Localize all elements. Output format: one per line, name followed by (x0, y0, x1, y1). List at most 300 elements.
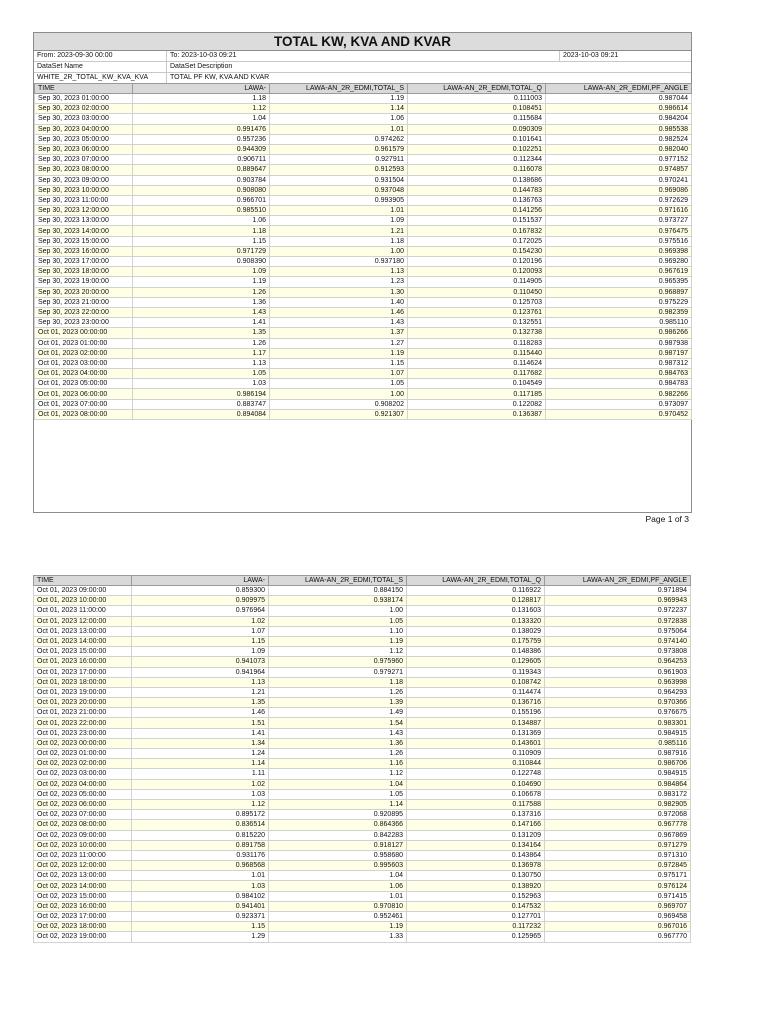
cell-total-q: 0.152963 (407, 891, 545, 901)
cell-total-s: 1.27 (270, 338, 408, 348)
cell-total-q: 0.115684 (408, 114, 546, 124)
cell-time: Sep 30, 2023 23:00:00 (35, 318, 133, 328)
table-row (35, 165, 692, 175)
cell-kw: 1.26 (133, 338, 270, 348)
cell-pf-angle: 0.972629 (546, 195, 692, 205)
cell-total-q: 0.123761 (408, 307, 546, 317)
cell-time: Sep 30, 2023 06:00:00 (35, 144, 133, 154)
table-row (34, 657, 691, 667)
cell-total-s: 1.06 (270, 114, 408, 124)
cell-time: Oct 02, 2023 13:00:00 (34, 871, 132, 881)
cell-kw: 1.03 (132, 789, 269, 799)
cell-kw: 0.957236 (133, 134, 270, 144)
cell-kw: 1.02 (132, 779, 269, 789)
cell-kw: 0.971729 (133, 246, 270, 256)
table-row (34, 718, 691, 728)
cell-time: Oct 01, 2023 17:00:00 (34, 667, 132, 677)
cell-total-q: 0.131209 (407, 830, 545, 840)
cell-total-q: 0.114474 (407, 687, 545, 697)
cell-kw: 1.36 (133, 297, 270, 307)
cell-total-q: 0.131603 (407, 606, 545, 616)
cell-kw: 0.931176 (132, 850, 269, 860)
cell-total-q: 0.148386 (407, 647, 545, 657)
cell-total-q: 0.110909 (407, 749, 545, 759)
table-row (35, 185, 692, 195)
cell-kw: 1.24 (132, 749, 269, 759)
cell-kw: 1.26 (133, 287, 270, 297)
cell-total-s: 0.993905 (270, 195, 408, 205)
table-row (35, 318, 692, 328)
cell-kw: 1.05 (133, 369, 270, 379)
cell-total-s: 1.07 (270, 369, 408, 379)
cell-time: Sep 30, 2023 02:00:00 (35, 104, 133, 114)
cell-time: Sep 30, 2023 22:00:00 (35, 307, 133, 317)
col-header-total-s: LAWA-AN_2R_EDMI,TOTAL_S (269, 576, 407, 586)
cell-total-s: 1.18 (270, 236, 408, 246)
cell-kw: 1.12 (132, 799, 269, 809)
table-row (34, 586, 691, 596)
cell-time: Sep 30, 2023 03:00:00 (35, 114, 133, 124)
cell-total-s: 0.961579 (270, 144, 408, 154)
cell-total-q: 0.133320 (407, 616, 545, 626)
table-row (35, 409, 692, 419)
cell-total-s: 1.01 (270, 206, 408, 216)
cell-time: Oct 01, 2023 08:00:00 (35, 409, 133, 419)
cell-kw: 0.903784 (133, 175, 270, 185)
cell-pf-angle: 0.977152 (546, 155, 692, 165)
cell-time: Oct 01, 2023 01:00:00 (35, 338, 133, 348)
cell-pf-angle: 0.986266 (546, 328, 692, 338)
report-title: TOTAL KW, KVA AND KVAR (34, 33, 691, 51)
cell-pf-angle: 0.975171 (545, 871, 691, 881)
cell-total-s: 1.00 (269, 606, 407, 616)
dataset-labels-row (34, 62, 691, 73)
table-row (35, 358, 692, 368)
cell-kw: 1.03 (133, 379, 270, 389)
cell-total-q: 0.144783 (408, 185, 546, 195)
cell-time: Oct 02, 2023 01:00:00 (34, 749, 132, 759)
cell-kw: 1.29 (132, 932, 269, 942)
table-row (34, 698, 691, 708)
cell-pf-angle: 0.974140 (545, 636, 691, 646)
cell-total-q: 0.136387 (408, 409, 546, 419)
cell-total-s: 1.54 (269, 718, 407, 728)
table-row (34, 840, 691, 850)
cell-total-q: 0.167832 (408, 226, 546, 236)
cell-total-s: 1.10 (269, 626, 407, 636)
table-row (34, 667, 691, 677)
col-header-time: TIME (34, 576, 132, 586)
table-row (34, 820, 691, 830)
table-row (34, 749, 691, 759)
cell-pf-angle: 0.982266 (546, 389, 692, 399)
cell-pf-angle: 0.972068 (545, 810, 691, 820)
cell-pf-angle: 0.969458 (545, 912, 691, 922)
cell-total-q: 0.147532 (407, 901, 545, 911)
cell-total-q: 0.175759 (407, 636, 545, 646)
generated-date: 2023-10-03 09:21 (563, 52, 619, 59)
cell-time: Sep 30, 2023 07:00:00 (35, 155, 133, 165)
cell-kw: 1.19 (133, 277, 270, 287)
cell-total-s: 1.37 (270, 328, 408, 338)
cell-pf-angle: 0.967619 (546, 267, 692, 277)
cell-kw: 0.944309 (133, 144, 270, 154)
table-row (34, 606, 691, 616)
table-header-row (35, 84, 692, 94)
table-row (35, 124, 692, 134)
table-row (35, 104, 692, 114)
cell-time: Sep 30, 2023 13:00:00 (35, 216, 133, 226)
table-row (35, 307, 692, 317)
cell-total-s: 1.43 (270, 318, 408, 328)
cell-total-s: 0.979271 (269, 667, 407, 677)
cell-total-s: 1.15 (270, 358, 408, 368)
cell-time: Oct 02, 2023 09:00:00 (34, 830, 132, 840)
dataset-desc-label: DataSet Description (170, 63, 233, 70)
cell-time: Sep 30, 2023 05:00:00 (35, 134, 133, 144)
table-row (35, 144, 692, 154)
cell-total-q: 0.138029 (407, 626, 545, 636)
cell-pf-angle: 0.973727 (546, 216, 692, 226)
cell-time: Oct 01, 2023 05:00:00 (35, 379, 133, 389)
cell-kw: 0.883747 (133, 399, 270, 409)
cell-pf-angle: 0.971415 (545, 891, 691, 901)
cell-kw: 1.18 (133, 94, 270, 104)
table-row (34, 647, 691, 657)
table-row (35, 236, 692, 246)
cell-total-s: 0.864366 (269, 820, 407, 830)
cell-total-s: 1.46 (270, 307, 408, 317)
cell-kw: 1.13 (133, 358, 270, 368)
cell-total-q: 0.131369 (407, 728, 545, 738)
cell-total-s: 1.40 (270, 297, 408, 307)
col-header-pf-angle: LAWA-AN_2R_EDMI,PF_ANGLE (545, 576, 691, 586)
cell-total-s: 1.05 (270, 379, 408, 389)
cell-pf-angle: 0.961903 (545, 667, 691, 677)
cell-time: Oct 02, 2023 03:00:00 (34, 769, 132, 779)
cell-total-s: 1.04 (269, 871, 407, 881)
cell-time: Oct 01, 2023 06:00:00 (35, 389, 133, 399)
cell-total-q: 0.111003 (408, 94, 546, 104)
cell-pf-angle: 0.971310 (545, 850, 691, 860)
table-row (35, 134, 692, 144)
cell-total-q: 0.130750 (407, 871, 545, 881)
cell-total-s: 1.49 (269, 708, 407, 718)
table-row (34, 922, 691, 932)
cell-total-q: 0.118283 (408, 338, 546, 348)
data-table-page-1 (34, 83, 692, 420)
cell-time: Oct 02, 2023 19:00:00 (34, 932, 132, 942)
cell-total-q: 0.116922 (407, 586, 545, 596)
cell-kw: 1.18 (133, 226, 270, 236)
cell-pf-angle: 0.987916 (545, 749, 691, 759)
cell-pf-angle: 0.967016 (545, 922, 691, 932)
cell-total-s: 0.912593 (270, 165, 408, 175)
table-row (34, 901, 691, 911)
col-header-total-s: LAWA-AN_2R_EDMI,TOTAL_S (270, 84, 408, 94)
cell-pf-angle: 0.985110 (546, 318, 692, 328)
data-table-page-2 (33, 575, 691, 943)
cell-total-q: 0.104549 (408, 379, 546, 389)
cell-pf-angle: 0.969280 (546, 257, 692, 267)
table-row (34, 677, 691, 687)
cell-pf-angle: 0.987044 (546, 94, 692, 104)
cell-kw: 1.11 (132, 769, 269, 779)
table-row (34, 799, 691, 809)
table-row (34, 708, 691, 718)
cell-kw: 1.14 (132, 759, 269, 769)
cell-kw: 0.941401 (132, 901, 269, 911)
cell-total-s: 0.938174 (269, 596, 407, 606)
cell-time: Oct 02, 2023 12:00:00 (34, 861, 132, 871)
cell-total-s: 1.13 (270, 267, 408, 277)
cell-total-q: 0.141256 (408, 206, 546, 216)
cell-total-s: 0.995603 (269, 861, 407, 871)
cell-total-s: 1.39 (269, 698, 407, 708)
cell-total-s: 1.19 (270, 348, 408, 358)
cell-time: Sep 30, 2023 04:00:00 (35, 124, 133, 134)
cell-time: Sep 30, 2023 19:00:00 (35, 277, 133, 287)
page-number: Page 1 of 3 (645, 514, 689, 524)
table-row (35, 216, 692, 226)
cell-kw: 1.41 (133, 318, 270, 328)
cell-pf-angle: 0.984864 (545, 779, 691, 789)
cell-kw: 0.941073 (132, 657, 269, 667)
cell-time: Oct 01, 2023 18:00:00 (34, 677, 132, 687)
cell-total-s: 1.19 (269, 922, 407, 932)
table-row (35, 267, 692, 277)
cell-time: Oct 02, 2023 15:00:00 (34, 891, 132, 901)
cell-pf-angle: 0.972845 (545, 861, 691, 871)
cell-kw: 0.891758 (132, 840, 269, 850)
cell-total-q: 0.116078 (408, 165, 546, 175)
cell-total-q: 0.147166 (407, 820, 545, 830)
table-row (35, 338, 692, 348)
cell-total-q: 0.104690 (407, 779, 545, 789)
cell-total-s: 1.12 (269, 647, 407, 657)
cell-total-s: 1.23 (270, 277, 408, 287)
cell-kw: 1.41 (132, 728, 269, 738)
cell-total-q: 0.138920 (407, 881, 545, 891)
table-row (34, 850, 691, 860)
table-row (35, 389, 692, 399)
dataset-name-value: WHITE_2R_TOTAL_KW_KVA_KVA (34, 73, 167, 83)
cell-total-s: 1.14 (269, 799, 407, 809)
cell-pf-angle: 0.969707 (545, 901, 691, 911)
cell-pf-angle: 0.982905 (545, 799, 691, 809)
table-row (34, 636, 691, 646)
cell-kw: 1.43 (133, 307, 270, 317)
cell-kw: 0.815220 (132, 830, 269, 840)
table-row (34, 871, 691, 881)
cell-time: Sep 30, 2023 20:00:00 (35, 287, 133, 297)
cell-total-q: 0.136716 (407, 698, 545, 708)
table-row (35, 246, 692, 256)
cell-total-q: 0.155196 (407, 708, 545, 718)
cell-total-s: 0.884150 (269, 586, 407, 596)
table-row (35, 94, 692, 104)
cell-time: Oct 01, 2023 21:00:00 (34, 708, 132, 718)
cell-pf-angle: 0.967778 (545, 820, 691, 830)
cell-kw: 1.15 (132, 922, 269, 932)
cell-pf-angle: 0.984783 (546, 379, 692, 389)
cell-time: Sep 30, 2023 10:00:00 (35, 185, 133, 195)
table-row (35, 257, 692, 267)
cell-pf-angle: 0.967869 (545, 830, 691, 840)
cell-pf-angle: 0.972237 (545, 606, 691, 616)
cell-total-q: 0.120093 (408, 267, 546, 277)
cell-kw: 0.836514 (132, 820, 269, 830)
cell-pf-angle: 0.987938 (546, 338, 692, 348)
cell-total-q: 0.129605 (407, 657, 545, 667)
cell-total-s: 1.01 (269, 891, 407, 901)
cell-total-q: 0.117185 (408, 389, 546, 399)
cell-total-s: 1.01 (270, 124, 408, 134)
cell-pf-angle: 0.975516 (546, 236, 692, 246)
cell-time: Oct 02, 2023 17:00:00 (34, 912, 132, 922)
cell-total-s: 0.920895 (269, 810, 407, 820)
cell-time: Oct 01, 2023 02:00:00 (35, 348, 133, 358)
cell-total-q: 0.125703 (408, 297, 546, 307)
cell-total-q: 0.117682 (408, 369, 546, 379)
cell-time: Oct 01, 2023 15:00:00 (34, 647, 132, 657)
cell-pf-angle: 0.971279 (545, 840, 691, 850)
cell-total-s: 1.06 (269, 881, 407, 891)
table-row (35, 226, 692, 236)
cell-total-q: 0.134887 (407, 718, 545, 728)
cell-total-s: 1.19 (270, 94, 408, 104)
cell-kw: 1.34 (132, 738, 269, 748)
cell-kw: 1.04 (133, 114, 270, 124)
table-row (35, 206, 692, 216)
cell-time: Oct 01, 2023 22:00:00 (34, 718, 132, 728)
cell-total-s: 0.958680 (269, 850, 407, 860)
cell-total-q: 0.136978 (407, 861, 545, 871)
cell-kw: 1.46 (132, 708, 269, 718)
cell-pf-angle: 0.983301 (545, 718, 691, 728)
cell-pf-angle: 0.987312 (546, 358, 692, 368)
cell-total-q: 0.137316 (407, 810, 545, 820)
cell-pf-angle: 0.969943 (545, 596, 691, 606)
cell-pf-angle: 0.970366 (545, 698, 691, 708)
table-row (34, 891, 691, 901)
report-page-2 (33, 575, 690, 943)
cell-kw: 0.986194 (133, 389, 270, 399)
cell-time: Sep 30, 2023 14:00:00 (35, 226, 133, 236)
table-header-row (34, 576, 691, 586)
table-row (34, 932, 691, 942)
cell-time: Oct 01, 2023 07:00:00 (35, 399, 133, 409)
cell-time: Oct 02, 2023 11:00:00 (34, 850, 132, 860)
cell-total-s: 1.16 (269, 759, 407, 769)
cell-kw: 1.17 (133, 348, 270, 358)
table-row (34, 769, 691, 779)
table-row (35, 155, 692, 165)
table-row (35, 277, 692, 287)
cell-pf-angle: 0.976475 (546, 226, 692, 236)
cell-time: Sep 30, 2023 15:00:00 (35, 236, 133, 246)
table-row (35, 195, 692, 205)
cell-pf-angle: 0.963998 (545, 677, 691, 687)
table-row (35, 348, 692, 358)
cell-pf-angle: 0.984915 (545, 769, 691, 779)
table-row (34, 881, 691, 891)
cell-time: Oct 01, 2023 11:00:00 (34, 606, 132, 616)
cell-time: Oct 02, 2023 06:00:00 (34, 799, 132, 809)
cell-total-q: 0.172025 (408, 236, 546, 246)
cell-pf-angle: 0.973808 (545, 647, 691, 657)
cell-kw: 0.984102 (132, 891, 269, 901)
cell-total-q: 0.102251 (408, 144, 546, 154)
table-row (34, 626, 691, 636)
cell-total-q: 0.117232 (407, 922, 545, 932)
cell-time: Oct 01, 2023 16:00:00 (34, 657, 132, 667)
cell-time: Oct 02, 2023 18:00:00 (34, 922, 132, 932)
cell-total-q: 0.132738 (408, 328, 546, 338)
cell-total-s: 0.931504 (270, 175, 408, 185)
cell-kw: 1.07 (132, 626, 269, 636)
cell-time: Sep 30, 2023 21:00:00 (35, 297, 133, 307)
cell-total-s: 1.12 (269, 769, 407, 779)
cell-total-s: 1.18 (269, 677, 407, 687)
cell-total-q: 0.143601 (407, 738, 545, 748)
cell-pf-angle: 0.976675 (545, 708, 691, 718)
cell-total-q: 0.115440 (408, 348, 546, 358)
col-header-total-q: LAWA-AN_2R_EDMI,TOTAL_Q (408, 84, 546, 94)
cell-total-s: 1.33 (269, 932, 407, 942)
cell-kw: 0.906711 (133, 155, 270, 165)
cell-pf-angle: 0.986706 (545, 759, 691, 769)
cell-total-s: 0.842283 (269, 830, 407, 840)
cell-time: Sep 30, 2023 01:00:00 (35, 94, 133, 104)
cell-time: Oct 02, 2023 05:00:00 (34, 789, 132, 799)
cell-pf-angle: 0.970452 (546, 409, 692, 419)
cell-pf-angle: 0.986614 (546, 104, 692, 114)
dataset-name-label: DataSet Name (34, 62, 167, 72)
cell-total-q: 0.125965 (407, 932, 545, 942)
cell-total-s: 1.43 (269, 728, 407, 738)
table-row (34, 596, 691, 606)
cell-kw: 1.15 (133, 236, 270, 246)
cell-time: Oct 01, 2023 03:00:00 (35, 358, 133, 368)
cell-time: Oct 01, 2023 09:00:00 (34, 586, 132, 596)
from-date: From: 2023-09-30 00:00 (34, 51, 167, 61)
cell-total-q: 0.114624 (408, 358, 546, 368)
cell-total-s: 0.921307 (270, 409, 408, 419)
cell-total-s: 0.937180 (270, 257, 408, 267)
cell-total-q: 0.128817 (407, 596, 545, 606)
table-row (35, 379, 692, 389)
cell-total-q: 0.127701 (407, 912, 545, 922)
cell-kw: 0.991476 (133, 124, 270, 134)
cell-total-q: 0.132551 (408, 318, 546, 328)
table-row (34, 861, 691, 871)
cell-time: Oct 01, 2023 19:00:00 (34, 687, 132, 697)
table-row (35, 297, 692, 307)
cell-total-q: 0.122748 (407, 769, 545, 779)
cell-pf-angle: 0.984915 (545, 728, 691, 738)
cell-pf-angle: 0.983172 (545, 789, 691, 799)
cell-total-q: 0.112344 (408, 155, 546, 165)
cell-pf-angle: 0.967770 (545, 932, 691, 942)
cell-kw: 0.908390 (133, 257, 270, 267)
table-row (35, 287, 692, 297)
cell-pf-angle: 0.984763 (546, 369, 692, 379)
col-header-time: TIME (35, 84, 133, 94)
cell-pf-angle: 0.964253 (545, 657, 691, 667)
col-header-kw: LAWA- (132, 576, 269, 586)
cell-time: Oct 02, 2023 07:00:00 (34, 810, 132, 820)
